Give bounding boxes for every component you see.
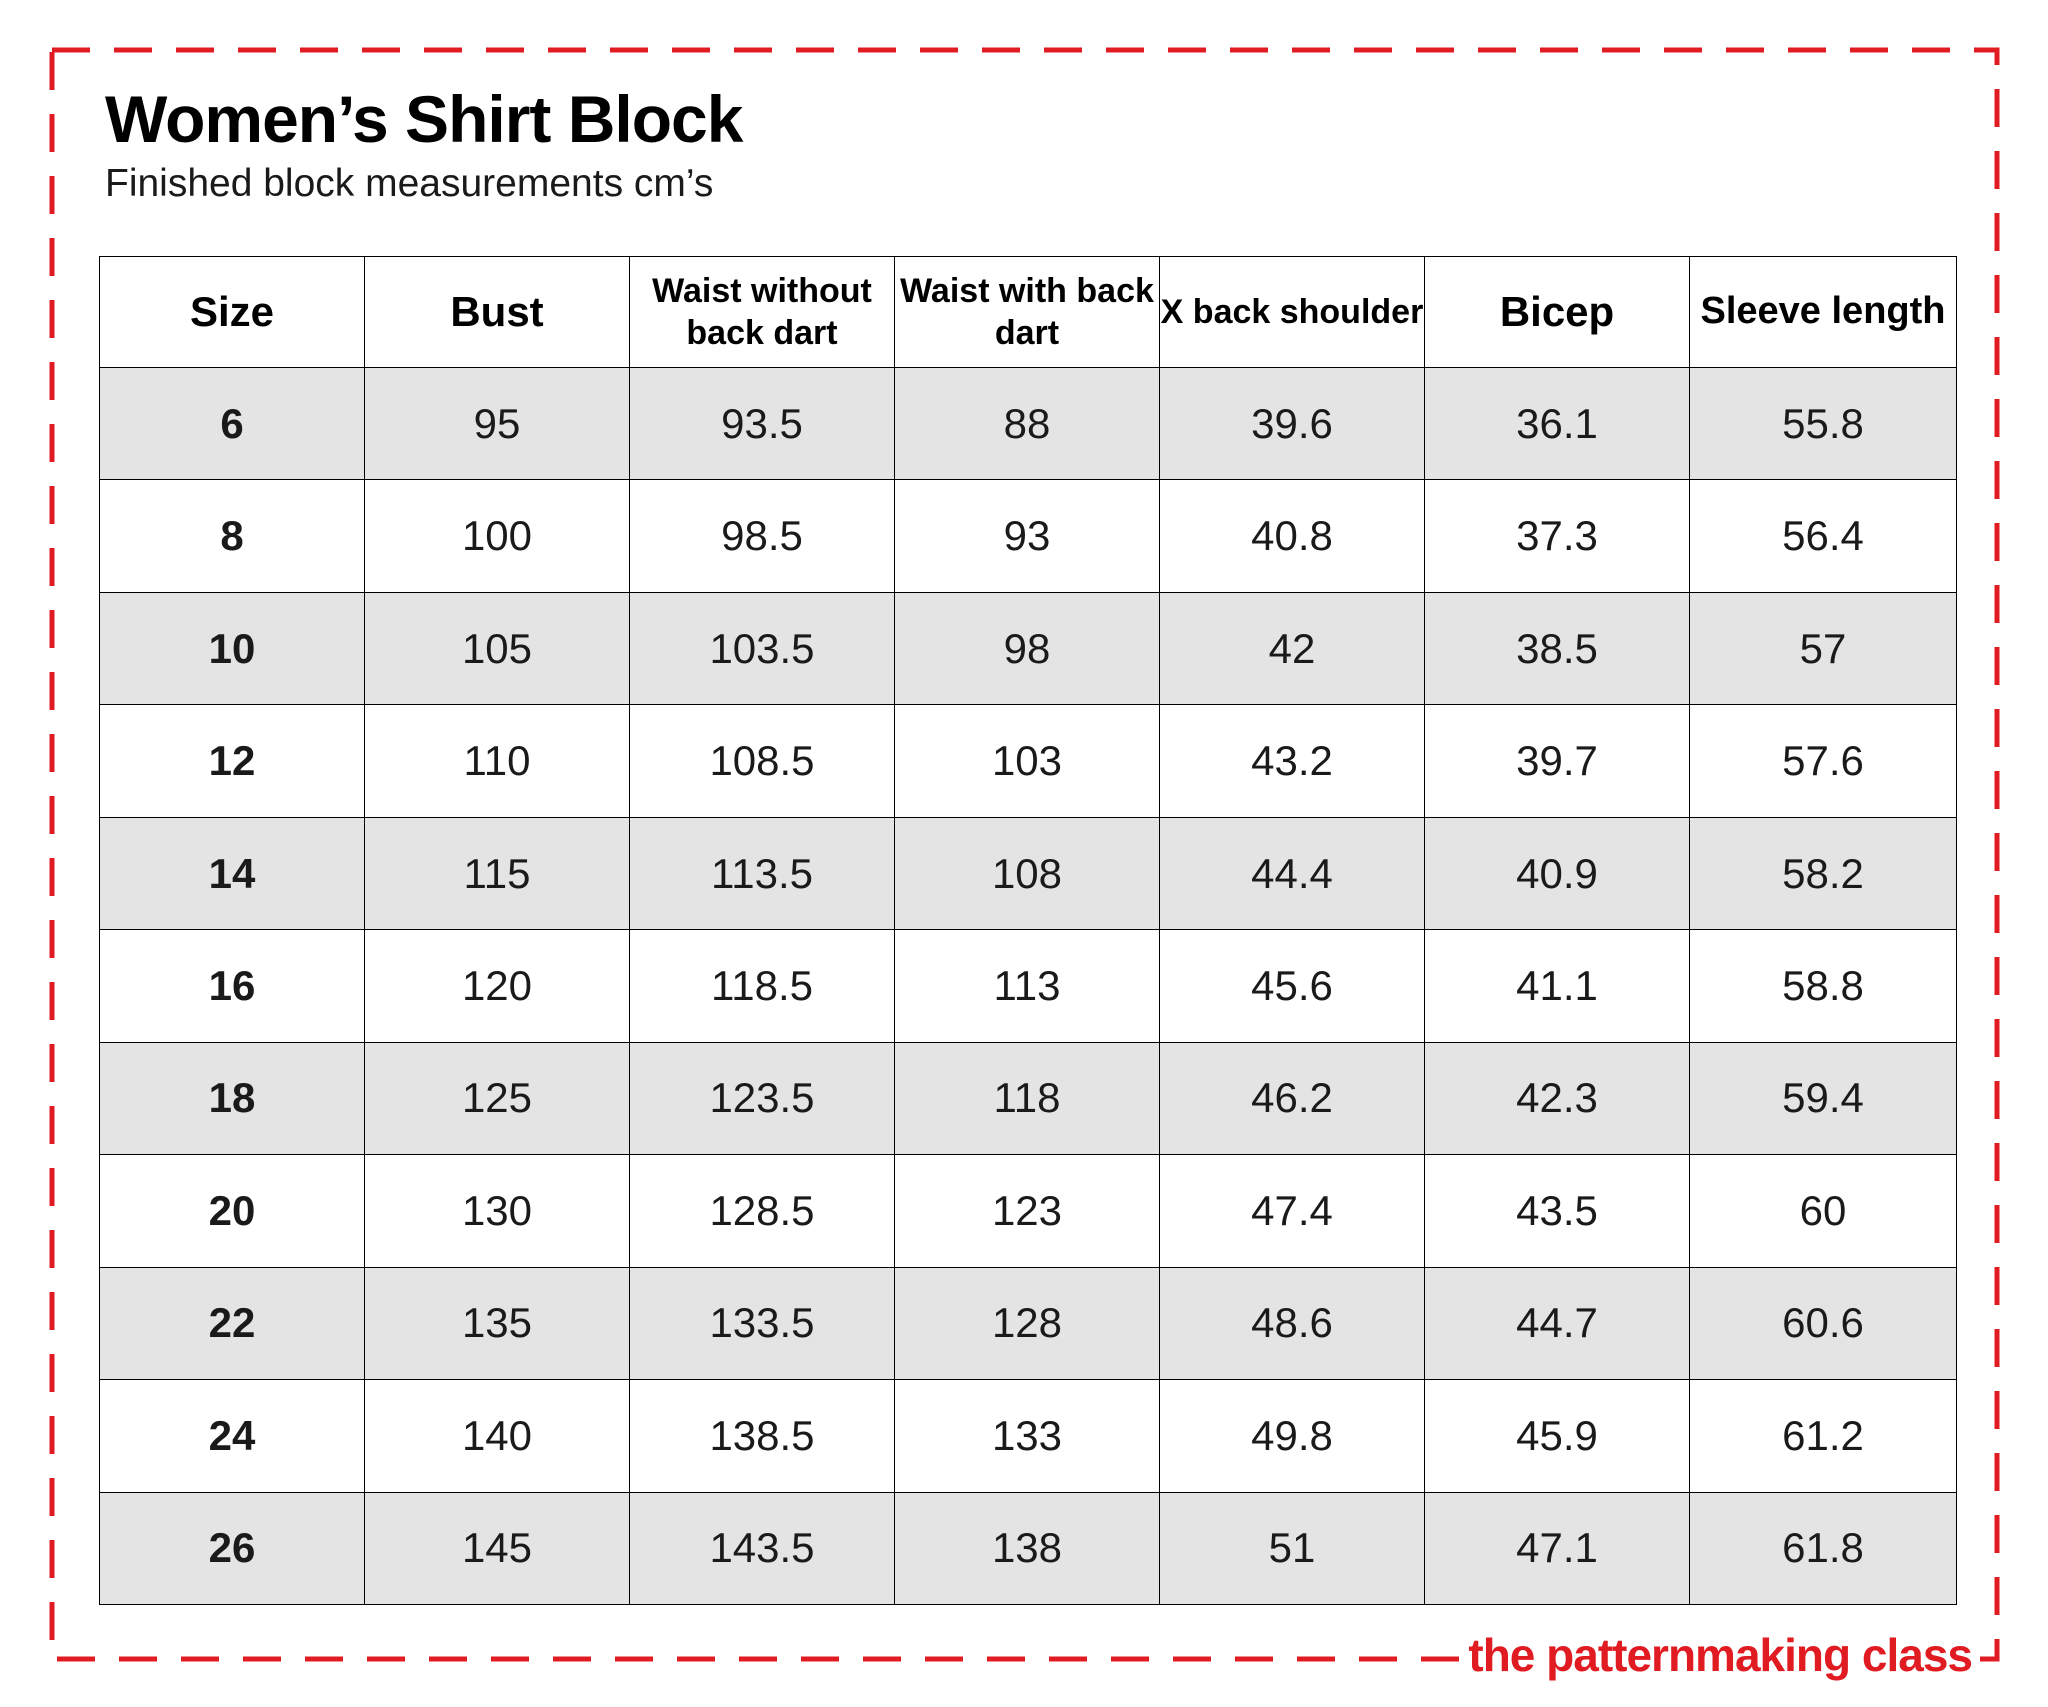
waist-without-dart-cell: 143.5 [630,1492,895,1604]
waist-with-dart-cell: 123 [895,1155,1160,1267]
waist-without-dart-cell: 93.5 [630,368,895,480]
waist-without-dart-cell: 113.5 [630,817,895,929]
size-cell: 20 [100,1155,365,1267]
size-cell: 24 [100,1380,365,1492]
table-row [100,817,1957,929]
header-waist-without-back-dart: Waist without back dart [630,257,895,368]
page-title: Women’s Shirt Block [105,82,743,156]
x-back-shoulder-cell: 51 [1160,1492,1425,1604]
bicep-cell: 38.5 [1425,592,1690,704]
bust-cell: 130 [365,1155,630,1267]
bicep-cell: 37.3 [1425,480,1690,592]
table-row [100,1155,1957,1267]
table-row [100,1042,1957,1154]
table-row [100,1492,1957,1604]
sleeve-length-cell: 55.8 [1690,368,1957,480]
table-row [100,1380,1957,1492]
table-row [100,592,1957,704]
waist-with-dart-cell: 88 [895,368,1160,480]
header-size: Size [100,257,365,368]
bust-cell: 100 [365,480,630,592]
waist-without-dart-cell: 98.5 [630,480,895,592]
waist-without-dart-cell: 138.5 [630,1380,895,1492]
sleeve-length-cell: 60 [1690,1155,1957,1267]
x-back-shoulder-cell: 40.8 [1160,480,1425,592]
header-bust: Bust [365,257,630,368]
size-cell: 6 [100,368,365,480]
x-back-shoulder-cell: 39.6 [1160,368,1425,480]
size-cell: 10 [100,592,365,704]
waist-with-dart-cell: 113 [895,930,1160,1042]
measurements-table [99,256,1957,1605]
header-sleeve-length: Sleeve length [1690,257,1957,368]
bust-cell: 140 [365,1380,630,1492]
sleeve-length-cell: 60.6 [1690,1267,1957,1379]
table-row [100,368,1957,480]
waist-without-dart-cell: 118.5 [630,930,895,1042]
x-back-shoulder-cell: 43.2 [1160,705,1425,817]
waist-with-dart-cell: 108 [895,817,1160,929]
size-cell: 16 [100,930,365,1042]
bicep-cell: 42.3 [1425,1042,1690,1154]
bicep-cell: 41.1 [1425,930,1690,1042]
bust-cell: 120 [365,930,630,1042]
size-cell: 18 [100,1042,365,1154]
bust-cell: 125 [365,1042,630,1154]
bust-cell: 105 [365,592,630,704]
bicep-cell: 44.7 [1425,1267,1690,1379]
waist-with-dart-cell: 93 [895,480,1160,592]
waist-with-dart-cell: 103 [895,705,1160,817]
bust-cell: 115 [365,817,630,929]
size-cell: 12 [100,705,365,817]
sleeve-length-cell: 56.4 [1690,480,1957,592]
sleeve-length-cell: 58.8 [1690,930,1957,1042]
table-row [100,705,1957,817]
header-waist-with-back-dart: Waist with back dart [895,257,1160,368]
bust-cell: 135 [365,1267,630,1379]
bicep-cell: 45.9 [1425,1380,1690,1492]
waist-with-dart-cell: 98 [895,592,1160,704]
sleeve-length-cell: 57 [1690,592,1957,704]
waist-without-dart-cell: 108.5 [630,705,895,817]
x-back-shoulder-cell: 49.8 [1160,1380,1425,1492]
header-bicep: Bicep [1425,257,1690,368]
sleeve-length-cell: 58.2 [1690,817,1957,929]
size-cell: 22 [100,1267,365,1379]
bicep-cell: 40.9 [1425,817,1690,929]
brand-logo-text: the patternmaking class [1460,1632,1980,1678]
bust-cell: 110 [365,705,630,817]
waist-without-dart-cell: 103.5 [630,592,895,704]
size-cell: 26 [100,1492,365,1604]
size-cell: 14 [100,817,365,929]
bicep-cell: 43.5 [1425,1155,1690,1267]
x-back-shoulder-cell: 47.4 [1160,1155,1425,1267]
waist-with-dart-cell: 118 [895,1042,1160,1154]
waist-without-dart-cell: 128.5 [630,1155,895,1267]
bicep-cell: 47.1 [1425,1492,1690,1604]
sleeve-length-cell: 59.4 [1690,1042,1957,1154]
waist-without-dart-cell: 123.5 [630,1042,895,1154]
sleeve-length-cell: 57.6 [1690,705,1957,817]
header-x-back-shoulder: X back shoulder [1160,257,1425,368]
waist-with-dart-cell: 138 [895,1492,1160,1604]
page-subtitle: Finished block measurements cm’s [105,162,714,205]
table-row [100,1267,1957,1379]
x-back-shoulder-cell: 48.6 [1160,1267,1425,1379]
x-back-shoulder-cell: 45.6 [1160,930,1425,1042]
table-header-row [100,257,1957,368]
sleeve-length-cell: 61.8 [1690,1492,1957,1604]
table-row [100,930,1957,1042]
x-back-shoulder-cell: 42 [1160,592,1425,704]
table-row [100,480,1957,592]
waist-with-dart-cell: 128 [895,1267,1160,1379]
x-back-shoulder-cell: 44.4 [1160,817,1425,929]
waist-with-dart-cell: 133 [895,1380,1160,1492]
size-cell: 8 [100,480,365,592]
sleeve-length-cell: 61.2 [1690,1380,1957,1492]
bust-cell: 145 [365,1492,630,1604]
bicep-cell: 36.1 [1425,368,1690,480]
waist-without-dart-cell: 133.5 [630,1267,895,1379]
bicep-cell: 39.7 [1425,705,1690,817]
x-back-shoulder-cell: 46.2 [1160,1042,1425,1154]
bust-cell: 95 [365,368,630,480]
